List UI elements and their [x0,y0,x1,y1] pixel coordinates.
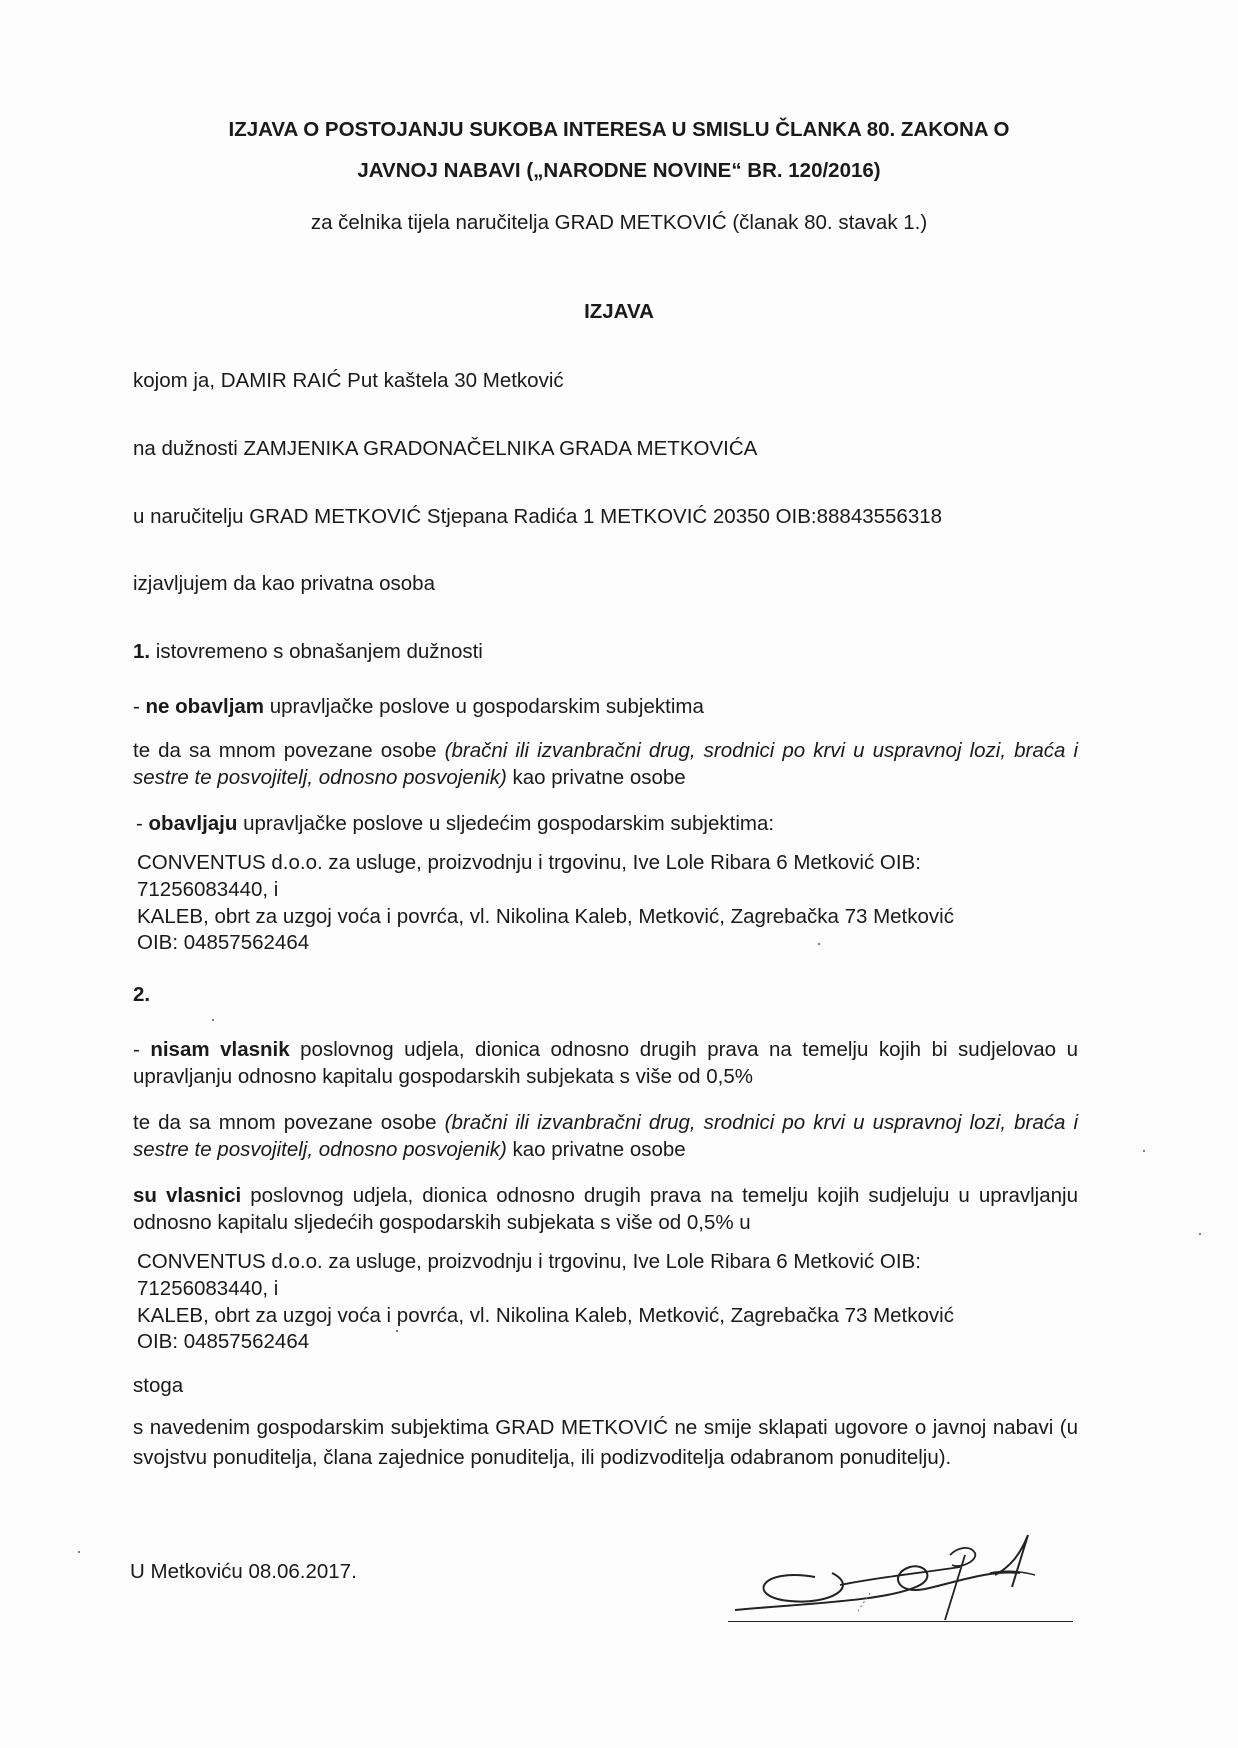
scan-speck [396,1330,398,1332]
declarant-line: kojom ja, DAMIR RAIĆ Put kaštela 30 Metković [133,369,564,392]
scan-speck [212,1019,214,1021]
section1-item-managing: - obavljaju upravljačke poslove u sljedećim gospodarskim subjektima: [136,812,775,835]
document-title-line2: JAVNOJ NABAVI („NARODNE NOVINE“ BR. 120/2016) [357,159,881,182]
private-person-line: izjavljujem da kao privatna osoba [133,572,435,595]
scan-speck [1143,1150,1145,1152]
section1-company2-line1: KALEB, obrt za uzgoj voća i povrća, vl. Nikolina Kaleb, Metković, Zagrebačka 73 Metković [137,905,954,928]
document-subtitle: za čelnika tijela naručitelja GRAD METKOVIĆ (članak 80. stavak 1.) [310,211,928,234]
section1-company2-line2: OIB: 04857562464 [137,931,310,954]
section2-number: 2. [133,983,151,1006]
place-and-date: U Metkoviću 08.06.2017. [130,1560,357,1583]
conclusion-text: s navedenim gospodarskim subjektima GRAD METKOVIĆ ne smije sklapati ugovore o javnoj nabavi (u svojstvu ponuditelja, člana zajednice ponuditelja, ili podizvoditelja odabranom ponuditelju). [133,1416,1078,1469]
handwritten-signature-icon [720,1515,1080,1625]
contracting-authority-line: u naručitelju GRAD METKOVIĆ Stjepana Radića 1 METKOVIĆ 20350 OIB:88843556318 [133,505,943,528]
section2-company2-line1: KALEB, obrt za uzgoj voća i povrća, vl. Nikolina Kaleb, Metković, Zagrebačka 73 Metković [137,1304,954,1327]
section2-item-owners: su vlasnici poslovnog udjela, dionica odnosno drugih prava na temelju kojih sudjeluju u upravljanju odnosno kapitalu sljedećih gospodarskih subjekata s više od 0,5% u [133,1184,1078,1234]
section1-number: 1. [133,640,151,663]
scan-speck [1199,1233,1201,1235]
section1-company1-line1: CONVENTUS d.o.o. za usluge, proizvodnju i trgovinu, Ive Lole Ribara 6 Metković OIB: [137,851,921,874]
section1-company1-line2: 71256083440, i [137,878,279,901]
document-title-line1: IZJAVA O POSTOJANJU SUKOBA INTERESA U SMISLU ČLANKA 80. ZAKONA O [228,118,1010,141]
signature-line [728,1621,1073,1622]
section2-company1-line1: CONVENTUS d.o.o. za usluge, proizvodnju i trgovinu, Ive Lole Ribara 6 Metković OIB: [137,1250,921,1273]
scan-speck [818,943,820,945]
declaration-heading: IZJAVA [584,300,654,323]
conclusion-stoga: stoga [133,1374,184,1397]
section1-intro: 1. istovremeno s obnašanjem dužnosti [133,640,483,663]
section1-item-not-managing: - ne obavljam upravljačke poslove u gospodarskim subjektima [133,695,704,718]
section2-related-persons: te da sa mnom povezane osobe (bračni ili izvanbračni drug, srodnici po krvi u uspravnoj lozi, braća i sestre te posvojitelj, odnosno posvojenik) kao privatne osobe [133,1111,1078,1161]
section1-related-persons: te da sa mnom povezane osobe (bračni ili izvanbračni drug, srodnici po krvi u uspravnoj lozi, braća i sestre te posvojitelj, odnosno posvojenik) kao privatne osobe [133,739,1078,789]
section2-company2-line2: OIB: 04857562464 [137,1330,310,1353]
scan-speck [78,1551,80,1553]
section2-item-not-owner: - nisam vlasnik poslovnog udjela, dionica odnosno drugih prava na temelju kojih bi sudjelovao u upravljanju odnosno kapitalu gospodarskih subjekata s više od 0,5% [133,1038,1078,1088]
section2-company1-line2: 71256083440, i [137,1277,279,1300]
position-line: na dužnosti ZAMJENIKA GRADONAČELNIKA GRADA METKOVIĆA [133,437,758,460]
